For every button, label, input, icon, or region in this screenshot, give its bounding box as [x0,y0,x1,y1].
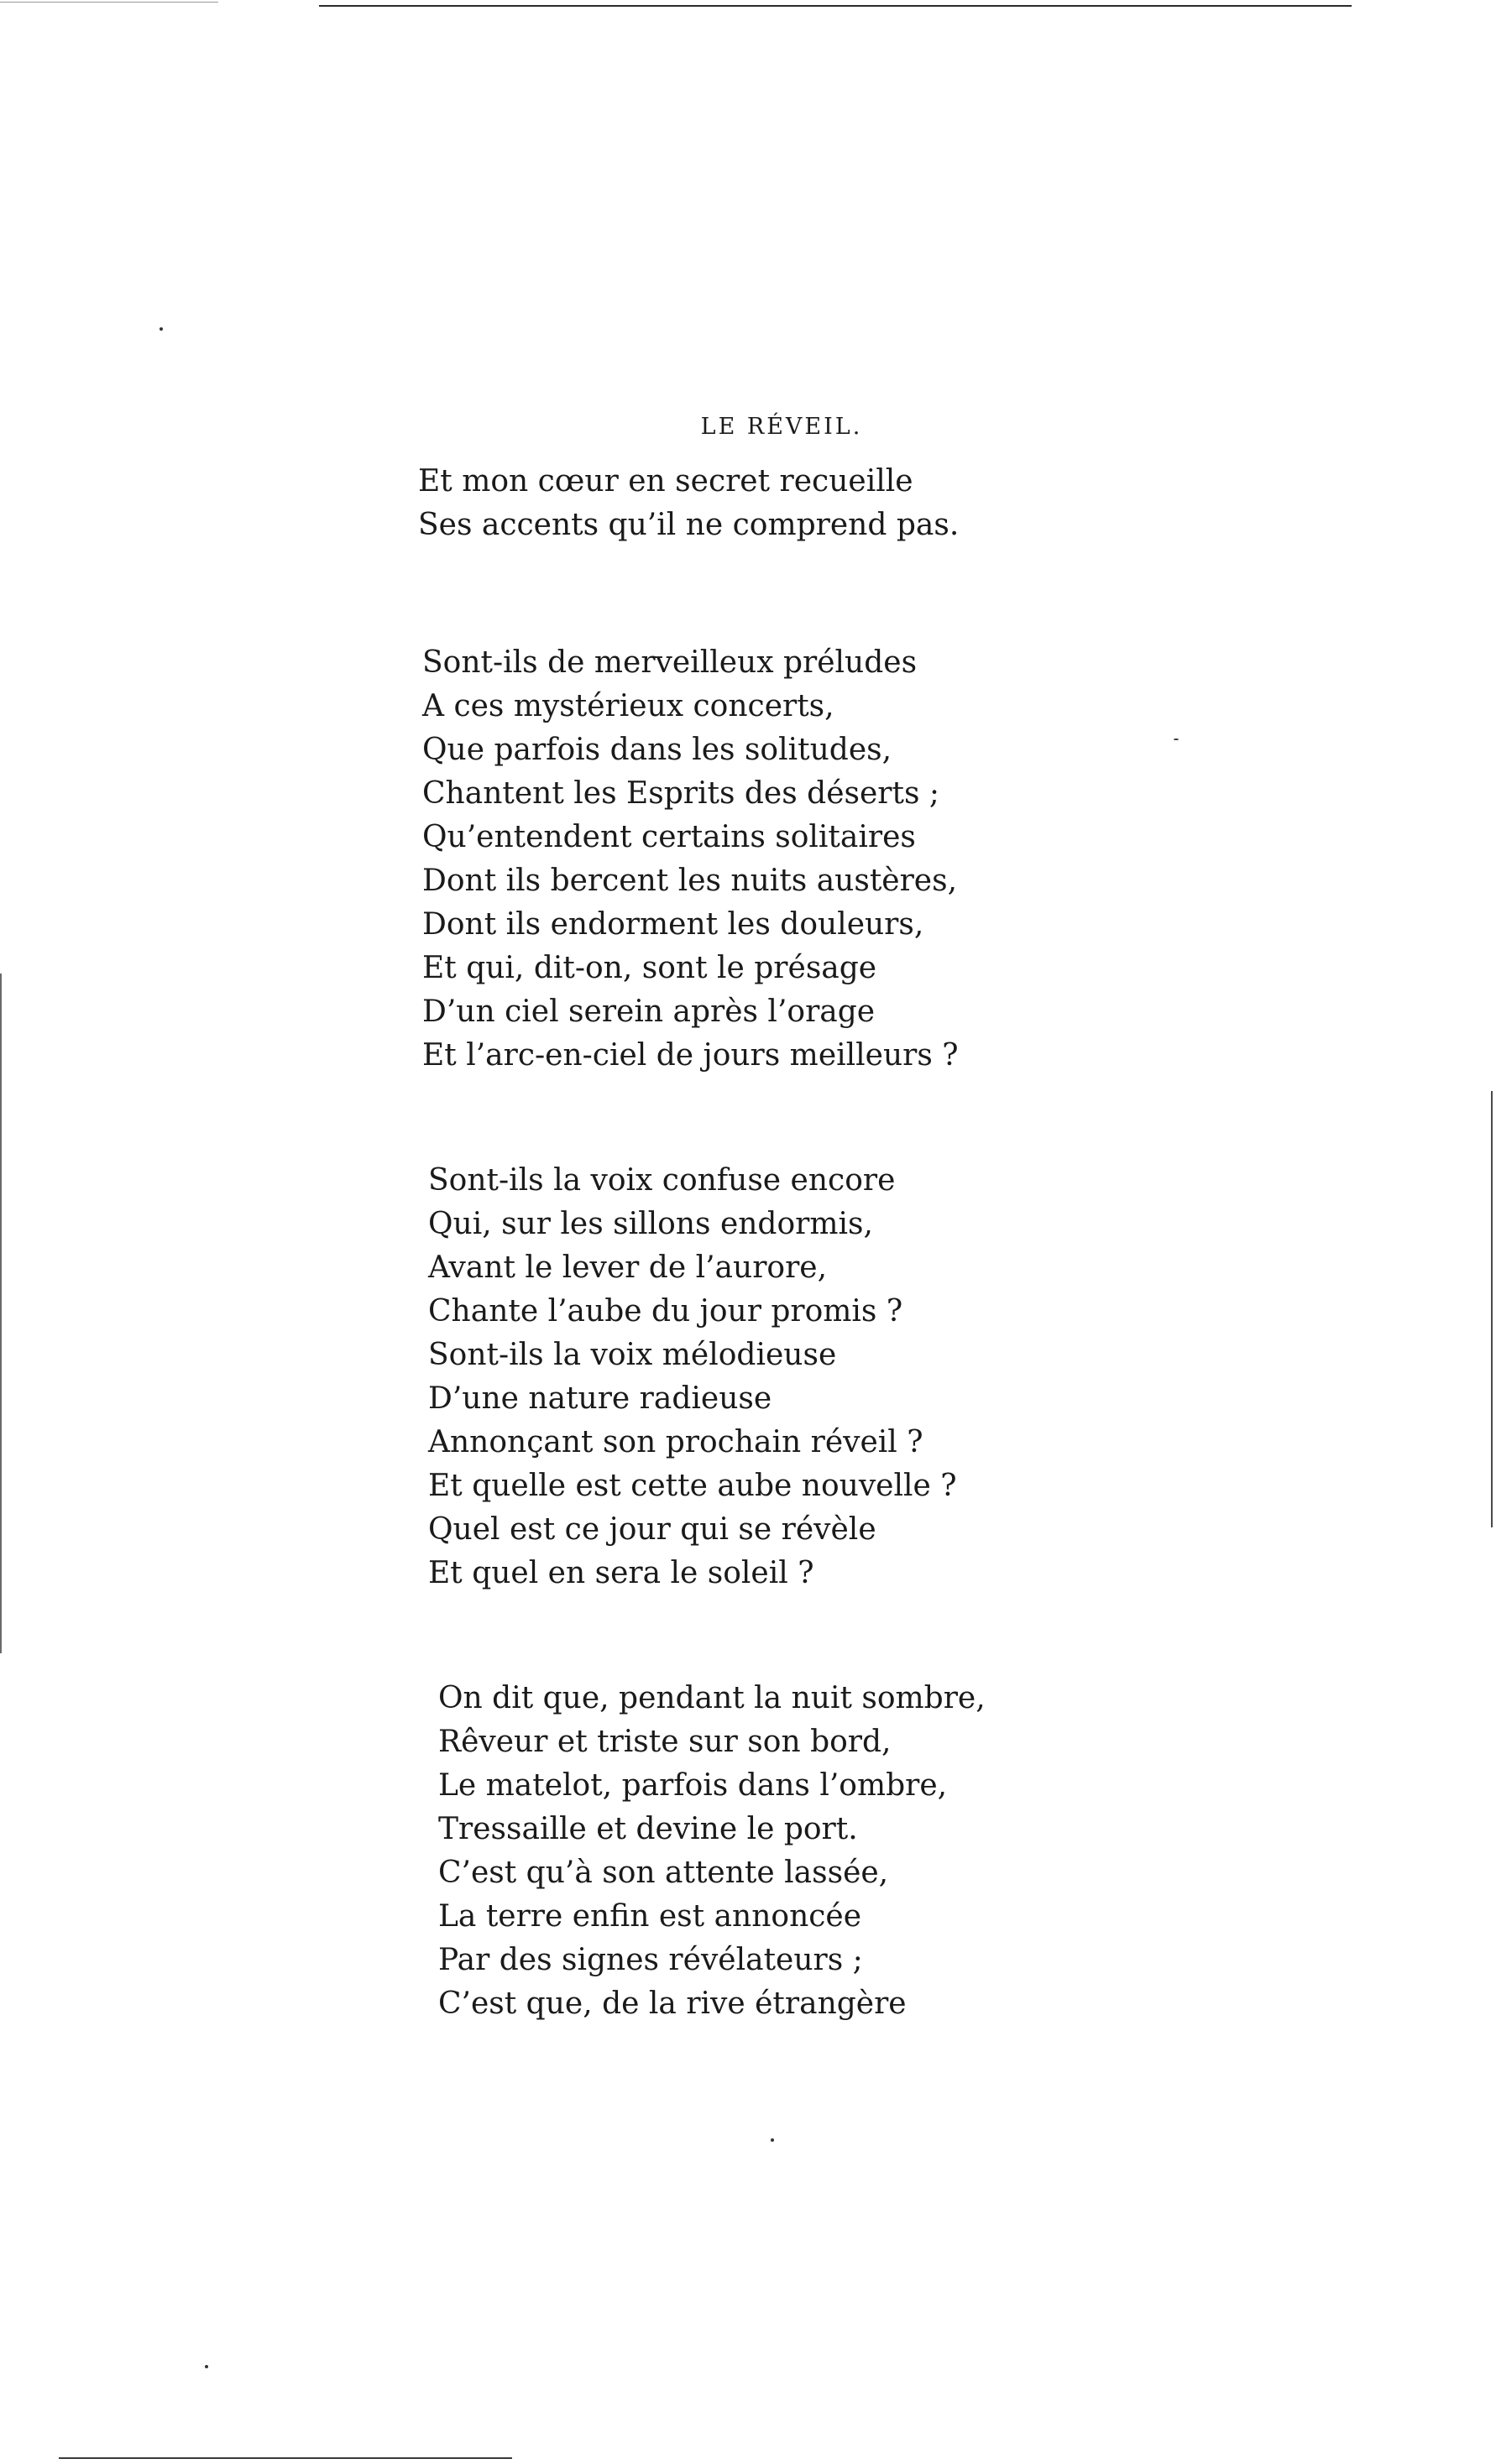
verse-line: Annonçant son prochain réveil ? [428,1425,923,1459]
scan-speck [160,327,163,331]
verse-line: C’est qu’à son attente lassée, [438,1856,889,1890]
verse-line: Qu’entendent certains solitaires [422,820,916,854]
running-head: LE RÉVEIL. [700,414,863,440]
verse-line: Dont ils endorment les douleurs, [422,907,924,942]
verse-line: On dit que, pendant la nuit sombre, [438,1681,986,1715]
verse-line: D’une nature radieuse [428,1381,772,1416]
verse-line: Et l’arc-en-ciel de jours meilleurs ? [422,1038,959,1073]
verse-line: Par des signes révélateurs ; [438,1943,863,1977]
verse-line: Rêveur et triste sur son bord, [438,1725,892,1759]
verse-line: A ces mystérieux concerts, [422,689,834,723]
scan-edge-right [1491,1091,1493,1527]
verse-line: Dont ils bercent les nuits austères, [422,864,958,898]
verse-line: Sont-ils la voix confuse encore [428,1163,896,1198]
stanza-1 [418,460,959,547]
verse-line: Et quel en sera le soleil ? [428,1556,814,1590]
verse-line: C’est que, de la rive étrangère [438,1986,907,2021]
verse-line: D’un ciel serein après l’orage [422,994,876,1029]
scan-edge-left [0,974,2,1653]
verse-line: Qui, sur les sillons endormis, [428,1207,873,1241]
verse-line: Ses accents qu’il ne comprend pas. [418,508,960,542]
verse-line: Tressaille et devine le port. [438,1812,858,1846]
verse-line: Quel est ce jour qui se révèle [428,1512,876,1547]
verse-line: La terre enfin est annoncée [438,1899,862,1934]
verse-line: Et qui, dit-on, sont le présage [422,951,877,985]
scan-speck [205,2365,208,2368]
scan-edge-bottom [59,2457,512,2459]
verse-line: Que parfois dans les solitudes, [422,733,892,767]
verse-line: Sont-ils la voix mélodieuse [428,1338,837,1372]
scan-edge-top [319,5,1352,7]
verse-line: Et quelle est cette aube nouvelle ? [428,1469,957,1503]
verse-line: Et mon cœur en secret recueille [418,464,913,499]
verse-line: Chantent les Esprits des déserts ; [422,776,940,811]
stanza-4 [438,1677,986,2026]
scan-speck [771,2138,774,2142]
verse-line: Avant le lever de l’aurore, [428,1250,828,1285]
verse-line: Chante l’aube du jour promis ? [428,1294,903,1329]
stanza-2 [422,641,959,1078]
scan-edge-top-left [0,2,218,3]
scan-speck [1174,739,1179,740]
verse-line: Le matelot, parfois dans l’ombre, [438,1768,948,1803]
verse-line: Sont-ils de merveilleux préludes [422,645,918,680]
stanza-3 [428,1159,957,1595]
